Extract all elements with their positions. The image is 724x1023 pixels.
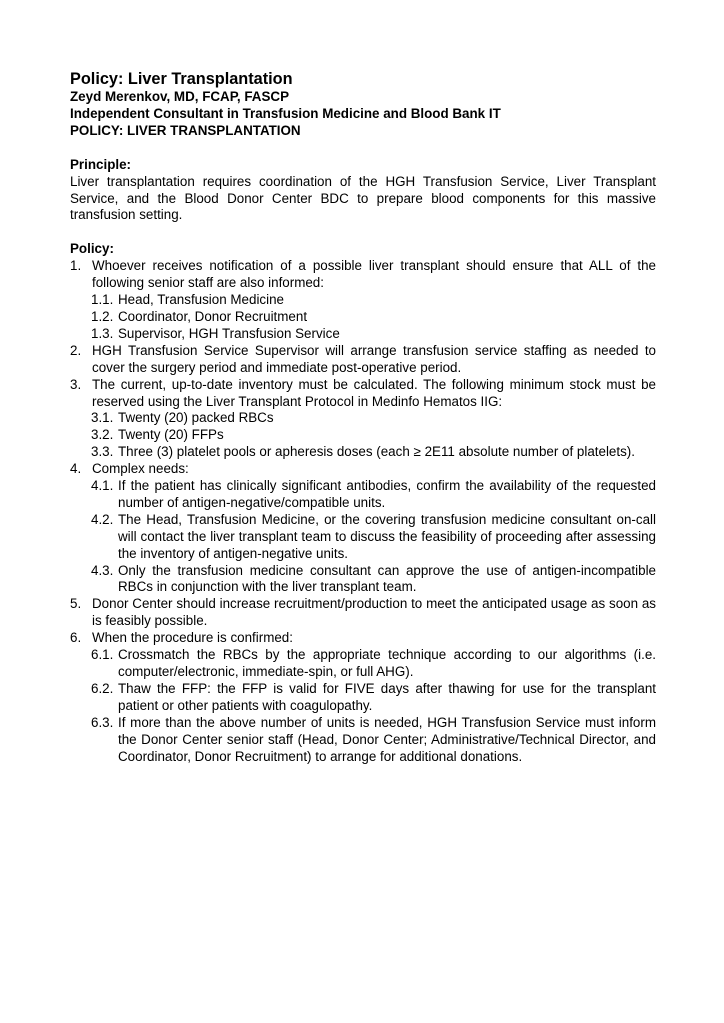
policy-subitem: [70, 715, 656, 766]
policy-subitem-number: 4.1.: [91, 478, 114, 494]
author-name: Zeyd Merenkov, MD, FCAP, FASCP: [70, 89, 290, 104]
policy-subitem: [70, 427, 656, 444]
policy-list: [70, 258, 656, 765]
policy-item: [70, 630, 656, 647]
policy-item-text: Whoever receives notification of a possible liver transplant should ensure that ALL of the following senior staff are also informed:: [92, 258, 656, 291]
policy-subitem: [70, 681, 656, 715]
policy-subitem: [70, 647, 656, 681]
policy-item-number: 6.: [70, 630, 82, 646]
policy-item-number: 1.: [70, 258, 82, 274]
policy-subitem-number: 3.1.: [91, 410, 114, 426]
policy-subitem: [70, 309, 656, 326]
document-page: [70, 70, 656, 765]
policy-subitem-text: The Head, Transfusion Medicine, or the covering transfusion medicine consultant on-call will contact the liver transplant team to discuss the feasibility of proceeding after assessing the inventory of antigen-negative units.: [118, 511, 656, 561]
policy-item: [70, 343, 656, 377]
policy-subitem-text: Only the transfusion medicine consultant can approve the use of antigen-incompatible RBCs in conjunction with the liver transplant team.: [118, 562, 656, 595]
policy-subitem-number: 1.2.: [91, 308, 114, 324]
policy-subitem-number: 4.2.: [91, 511, 114, 527]
policy-item: [70, 258, 656, 292]
policy-item-number: 4.: [70, 461, 82, 477]
policy-item-number: 2.: [70, 342, 82, 358]
document-title: Policy: Liver Transplantation: [70, 70, 293, 88]
policy-item: [70, 461, 656, 478]
policy-subitem-number: 1.3.: [91, 325, 114, 341]
policy-subitem: [70, 563, 656, 597]
policy-item-number: 5.: [70, 596, 82, 612]
policy-item: [70, 377, 656, 411]
policy-subitem-text: Crossmatch the RBCs by the appropriate technique according to our algorithms (i.e. computer/electronic, immediate-spin, or full AHG).: [118, 647, 656, 679]
policy-subitem-text: If the patient has clinically significant antibodies, confirm the availability of the requested number of antigen-negative/compatible units.: [118, 478, 656, 510]
policy-subitem: [70, 512, 656, 563]
policy-item-text: Donor Center should increase recruitment/production to meet the anticipated usage as soon as is feasibly possible.: [92, 596, 656, 629]
policy-subitem-text: If more than the above number of units is needed, HGH Transfusion Service must inform the Donor Center senior staff (Head, Donor Center; Administrative/Technical Director, and Coordinator, Donor Recruitment) to arrange for additional donations.: [118, 714, 656, 764]
policy-heading: Policy:: [70, 241, 114, 257]
spacer: [70, 140, 656, 157]
policy-subitem-text: Head, Transfusion Medicine: [118, 292, 284, 308]
policy-subitem-number: 3.2.: [91, 427, 114, 443]
principle-text: Liver transplantation requires coordination of the HGH Transfusion Service, Liver Transplant Service, and the Blood Donor Center BDC to prepare blood components for this massive transfusion setting.: [70, 173, 656, 223]
policy-subitem-text: Three (3) platelet pools or apheresis doses (each ≥ 2E11 absolute number of platelets).: [118, 444, 635, 460]
spacer: [70, 224, 656, 241]
policy-item-text: The current, up-to-date inventory must be calculated. The following minimum stock must be reserved using the Liver Transplant Protocol in Medinfo Hematos IIG:: [92, 376, 656, 409]
policy-subitem: [70, 292, 656, 309]
policy-item: [70, 596, 656, 630]
policy-subitem-text: Coordinator, Donor Recruitment: [118, 308, 308, 324]
policy-subitem: [70, 326, 656, 343]
policy-subitem-number: 6.3.: [91, 714, 114, 730]
policy-subitem: [70, 444, 656, 461]
policy-item-text: HGH Transfusion Service Supervisor will arrange transfusion service staffing as needed to cover the surgery period and immediate post-operative period.: [92, 342, 656, 375]
policy-subitem: [70, 478, 656, 512]
policy-item-text: Complex needs:: [92, 461, 189, 477]
policy-caption: POLICY: LIVER TRANSPLANTATION: [70, 122, 301, 138]
policy-subitem-text: Supervisor, HGH Transfusion Service: [118, 325, 340, 341]
policy-subitem-text: Thaw the FFP: the FFP is valid for FIVE days after thawing for use for the transplant patient or other patients with coagulopathy.: [118, 680, 656, 713]
policy-subitem-text: Twenty (20) FFPs: [118, 427, 224, 443]
policy-subitem-number: 4.3.: [91, 562, 114, 578]
policy-item-text: When the procedure is confirmed:: [92, 630, 293, 646]
policy-subitem: [70, 410, 656, 427]
policy-subitem-text: Twenty (20) packed RBCs: [118, 410, 274, 426]
policy-subitem-number: 6.1.: [91, 647, 114, 663]
policy-item-number: 3.: [70, 376, 82, 392]
author-role: Independent Consultant in Transfusion Medicine and Blood Bank IT: [70, 105, 501, 121]
policy-subitem-number: 1.1.: [91, 292, 114, 308]
principle-heading: Principle:: [70, 156, 132, 172]
policy-subitem-number: 6.2.: [91, 680, 114, 696]
policy-subitem-number: 3.3.: [91, 444, 114, 460]
